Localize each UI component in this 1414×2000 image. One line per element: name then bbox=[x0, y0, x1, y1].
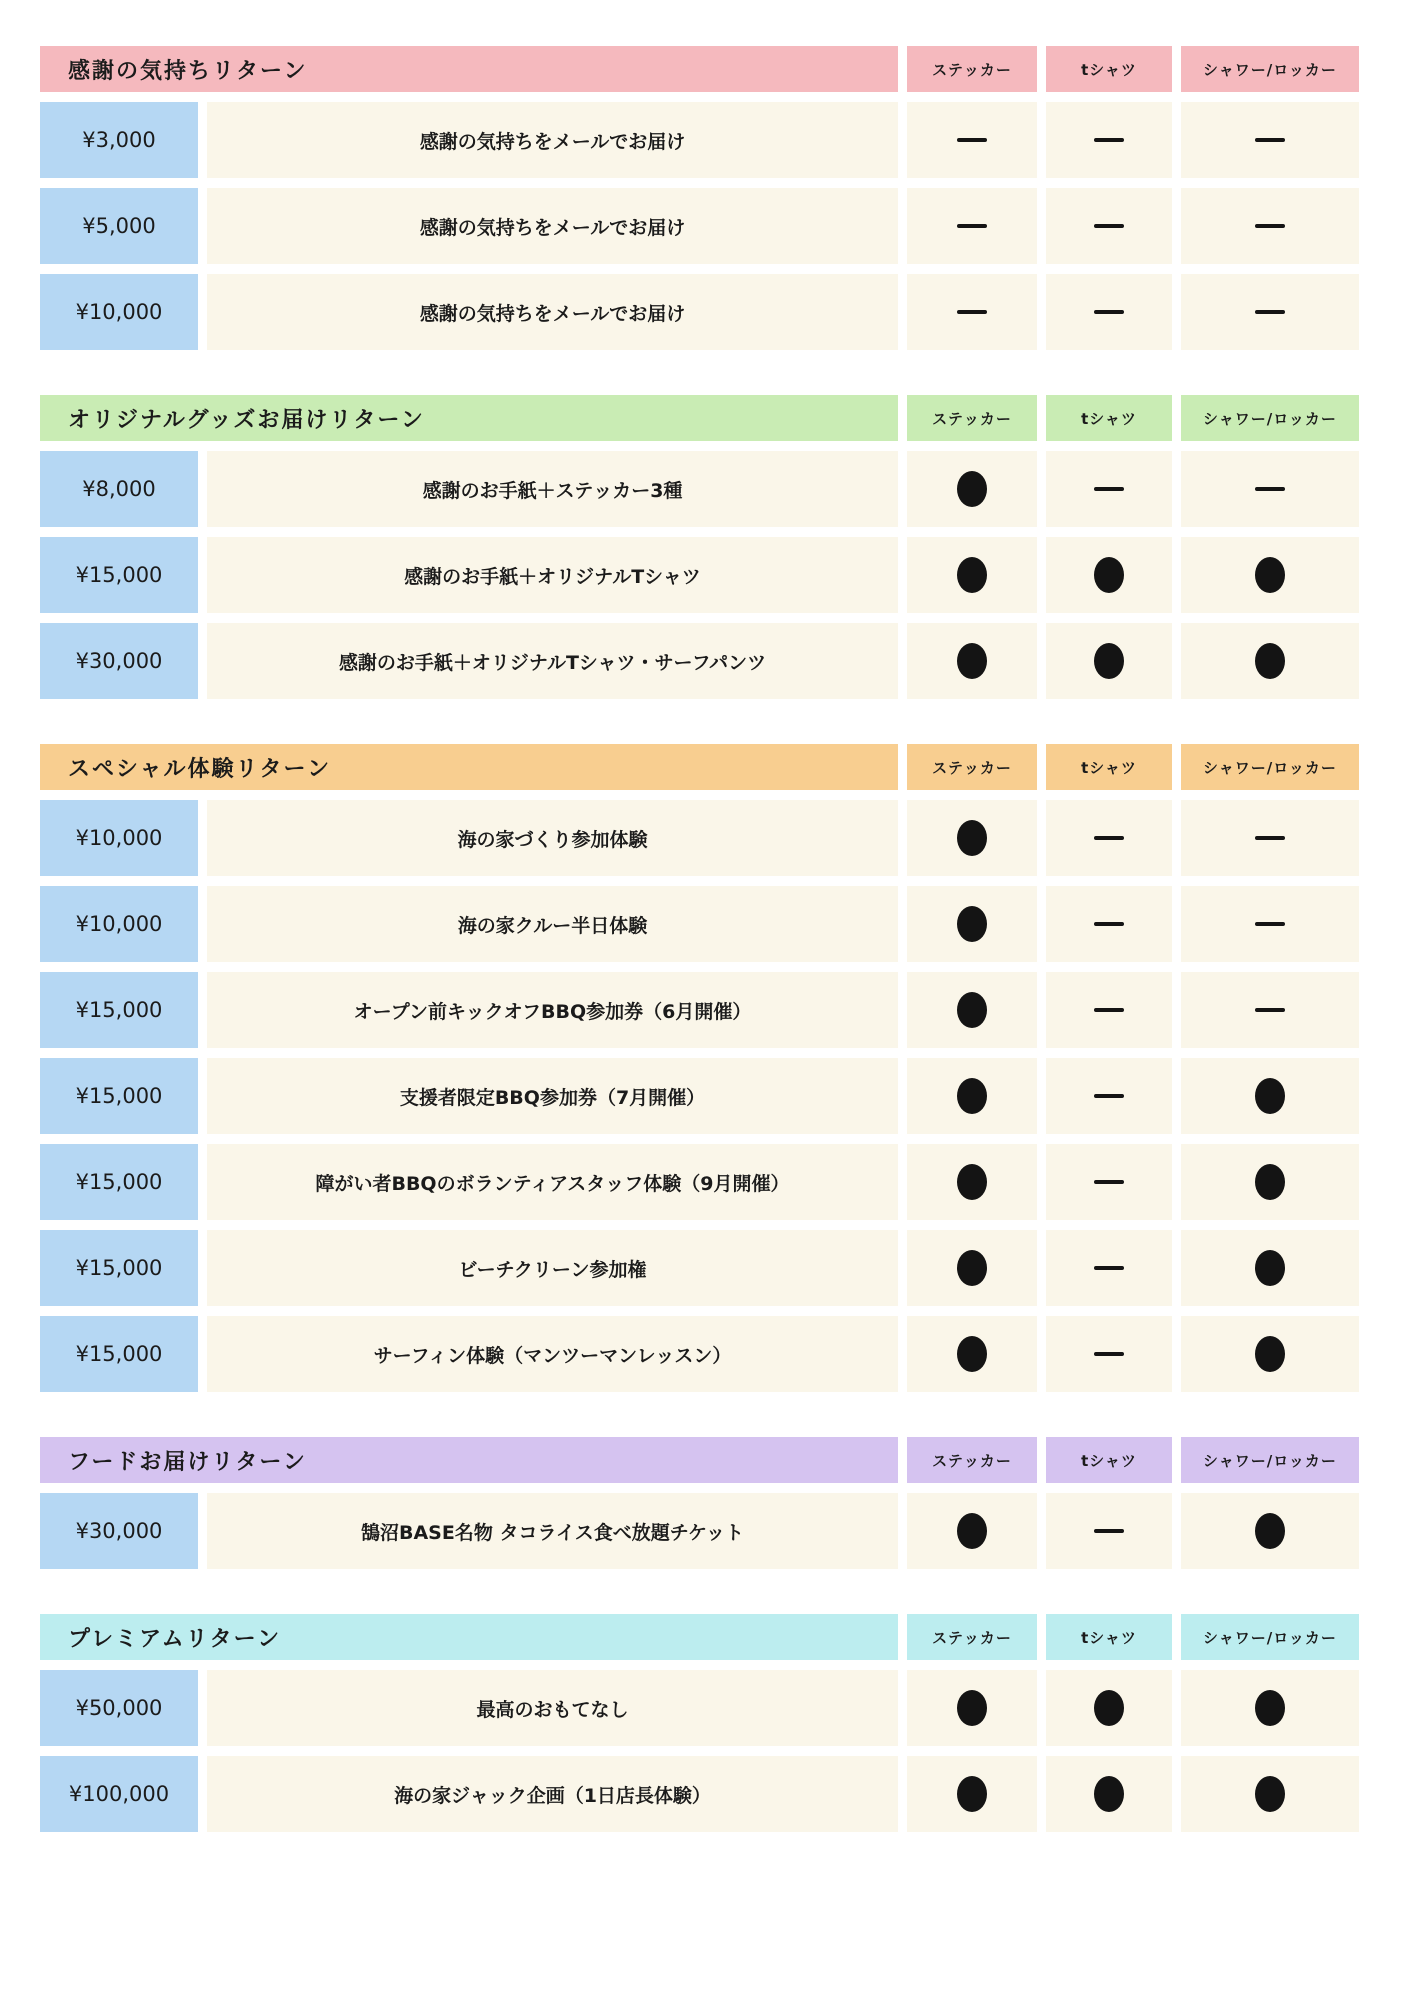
not-included-dash-icon bbox=[1094, 138, 1124, 142]
included-dot-icon bbox=[957, 1164, 987, 1200]
mark-cell-shower-locker bbox=[1181, 1493, 1359, 1569]
section-title-bar bbox=[40, 46, 898, 92]
mark-cell-sticker bbox=[907, 274, 1037, 350]
included-dot-icon bbox=[1255, 643, 1285, 679]
price-label: ¥15,000 bbox=[75, 1170, 163, 1194]
description-label: 支援者限定BBQ参加券（7月開催） bbox=[399, 1086, 706, 1109]
price-cell bbox=[40, 1493, 198, 1569]
description-label: 最高のおもてなし bbox=[476, 1698, 629, 1721]
included-dot-icon bbox=[957, 1690, 987, 1726]
description-cell bbox=[207, 1230, 898, 1306]
price-label: ¥15,000 bbox=[75, 563, 163, 587]
included-dot-icon bbox=[957, 992, 987, 1028]
not-included-dash-icon bbox=[1094, 1094, 1124, 1098]
mark-cell-sticker bbox=[907, 1493, 1037, 1569]
description-label: 海の家クルー半日体験 bbox=[457, 914, 648, 937]
description-cell bbox=[207, 1756, 898, 1832]
price-cell bbox=[40, 1756, 198, 1832]
not-included-dash-icon bbox=[1094, 836, 1124, 840]
reward-section bbox=[40, 46, 1414, 350]
included-dot-icon bbox=[1255, 1250, 1285, 1286]
not-included-dash-icon bbox=[1255, 487, 1285, 491]
mark-cell-shower-locker bbox=[1181, 1058, 1359, 1134]
description-cell bbox=[207, 972, 898, 1048]
mark-cell-sticker bbox=[907, 451, 1037, 527]
mark-cell-sticker bbox=[907, 1316, 1037, 1392]
price-cell bbox=[40, 1670, 198, 1746]
reward-section-grid bbox=[40, 395, 1359, 699]
included-dot-icon bbox=[1255, 1164, 1285, 1200]
not-included-dash-icon bbox=[1094, 224, 1124, 228]
reward-section bbox=[40, 744, 1414, 1392]
not-included-dash-icon bbox=[1094, 487, 1124, 491]
mark-cell-shower-locker bbox=[1181, 1756, 1359, 1832]
included-dot-icon bbox=[957, 1336, 987, 1372]
mark-cell-shower-locker bbox=[1181, 623, 1359, 699]
mark-cell-tshirt bbox=[1046, 886, 1172, 962]
mark-cell-shower-locker bbox=[1181, 1670, 1359, 1746]
reward-section-grid bbox=[40, 1437, 1359, 1569]
mark-cell-shower-locker bbox=[1181, 800, 1359, 876]
description-cell bbox=[207, 800, 898, 876]
not-included-dash-icon bbox=[1255, 836, 1285, 840]
price-cell bbox=[40, 972, 198, 1048]
included-dot-icon bbox=[1255, 1336, 1285, 1372]
section-title: フードお届けリターン bbox=[68, 1449, 307, 1475]
description-cell bbox=[207, 451, 898, 527]
column-header-shower-locker: シャワー/ロッカー bbox=[1181, 1437, 1359, 1483]
reward-section bbox=[40, 1614, 1414, 1832]
column-header-shower-locker: シャワー/ロッカー bbox=[1181, 1614, 1359, 1660]
mark-cell-tshirt bbox=[1046, 800, 1172, 876]
mark-cell-sticker bbox=[907, 623, 1037, 699]
mark-cell-sticker bbox=[907, 972, 1037, 1048]
mark-cell-sticker bbox=[907, 800, 1037, 876]
included-dot-icon bbox=[1255, 557, 1285, 593]
column-header-sticker: ステッカー bbox=[907, 395, 1037, 441]
column-header-sticker: ステッカー bbox=[907, 1614, 1037, 1660]
section-title: 感謝の気持ちリターン bbox=[68, 58, 308, 84]
price-cell bbox=[40, 1144, 198, 1220]
description-cell bbox=[207, 102, 898, 178]
column-header-sticker: ステッカー bbox=[907, 1437, 1037, 1483]
price-cell bbox=[40, 102, 198, 178]
price-label: ¥15,000 bbox=[75, 1084, 163, 1108]
reward-section-grid bbox=[40, 46, 1359, 350]
not-included-dash-icon bbox=[1094, 1352, 1124, 1356]
column-header-tshirt: tシャツ bbox=[1046, 1437, 1172, 1483]
price-cell bbox=[40, 886, 198, 962]
section-title-bar bbox=[40, 1614, 898, 1660]
description-cell bbox=[207, 1058, 898, 1134]
description-cell bbox=[207, 274, 898, 350]
section-title-bar bbox=[40, 395, 898, 441]
column-header-sticker: ステッカー bbox=[907, 744, 1037, 790]
not-included-dash-icon bbox=[957, 224, 987, 228]
price-label: ¥100,000 bbox=[68, 1782, 170, 1806]
price-label: ¥5,000 bbox=[82, 214, 156, 238]
price-cell bbox=[40, 1230, 198, 1306]
reward-section bbox=[40, 1437, 1414, 1569]
description-label: 海の家ジャック企画（1日店長体験） bbox=[394, 1784, 711, 1807]
price-label: ¥10,000 bbox=[75, 826, 163, 850]
description-label: 感謝のお手紙＋オリジナルTシャツ・サーフパンツ bbox=[338, 651, 767, 674]
mark-cell-shower-locker bbox=[1181, 1316, 1359, 1392]
included-dot-icon bbox=[957, 1776, 987, 1812]
price-cell bbox=[40, 1316, 198, 1392]
column-header-tshirt: tシャツ bbox=[1046, 1614, 1172, 1660]
included-dot-icon bbox=[957, 1250, 987, 1286]
column-header-sticker: ステッカー bbox=[907, 46, 1037, 92]
mark-cell-shower-locker bbox=[1181, 1144, 1359, 1220]
mark-cell-tshirt bbox=[1046, 451, 1172, 527]
reward-section-grid bbox=[40, 744, 1359, 1392]
included-dot-icon bbox=[1094, 1776, 1124, 1812]
mark-cell-tshirt bbox=[1046, 972, 1172, 1048]
column-header-shower-locker: シャワー/ロッカー bbox=[1181, 395, 1359, 441]
mark-cell-tshirt bbox=[1046, 1316, 1172, 1392]
mark-cell-sticker bbox=[907, 1756, 1037, 1832]
column-header-shower-locker: シャワー/ロッカー bbox=[1181, 744, 1359, 790]
mark-cell-sticker bbox=[907, 102, 1037, 178]
price-cell bbox=[40, 537, 198, 613]
mark-cell-tshirt bbox=[1046, 1670, 1172, 1746]
mark-cell-tshirt bbox=[1046, 1230, 1172, 1306]
included-dot-icon bbox=[1255, 1776, 1285, 1812]
price-label: ¥8,000 bbox=[82, 477, 156, 501]
included-dot-icon bbox=[1094, 643, 1124, 679]
not-included-dash-icon bbox=[1094, 1266, 1124, 1270]
mark-cell-tshirt bbox=[1046, 1756, 1172, 1832]
description-label: 感謝の気持ちをメールでお届け bbox=[419, 130, 686, 153]
mark-cell-sticker bbox=[907, 537, 1037, 613]
included-dot-icon bbox=[957, 906, 987, 942]
reward-section-grid bbox=[40, 1614, 1359, 1832]
description-cell bbox=[207, 537, 898, 613]
mark-cell-shower-locker bbox=[1181, 451, 1359, 527]
section-title: スペシャル体験リターン bbox=[68, 756, 332, 782]
price-cell bbox=[40, 274, 198, 350]
not-included-dash-icon bbox=[1255, 922, 1285, 926]
price-label: ¥30,000 bbox=[75, 649, 163, 673]
price-cell bbox=[40, 188, 198, 264]
not-included-dash-icon bbox=[1094, 310, 1124, 314]
not-included-dash-icon bbox=[957, 310, 987, 314]
description-label: サーフィン体験（マンツーマンレッスン） bbox=[373, 1344, 732, 1367]
description-label: 感謝の気持ちをメールでお届け bbox=[419, 302, 686, 325]
sections-container bbox=[40, 46, 1414, 1832]
price-label: ¥3,000 bbox=[82, 128, 156, 152]
included-dot-icon bbox=[957, 643, 987, 679]
price-label: ¥15,000 bbox=[75, 1256, 163, 1280]
price-label: ¥50,000 bbox=[75, 1696, 163, 1720]
section-title: オリジナルグッズお届けリターン bbox=[68, 407, 425, 433]
included-dot-icon bbox=[957, 471, 987, 507]
mark-cell-sticker bbox=[907, 188, 1037, 264]
not-included-dash-icon bbox=[1094, 1180, 1124, 1184]
mark-cell-sticker bbox=[907, 1144, 1037, 1220]
column-header-tshirt: tシャツ bbox=[1046, 46, 1172, 92]
included-dot-icon bbox=[1255, 1078, 1285, 1114]
mark-cell-tshirt bbox=[1046, 1493, 1172, 1569]
included-dot-icon bbox=[957, 1078, 987, 1114]
description-label: 海の家づくり参加体験 bbox=[457, 828, 648, 851]
section-title-bar bbox=[40, 1437, 898, 1483]
section-title: プレミアムリターン bbox=[68, 1626, 282, 1652]
description-label: 鵠沼BASE名物 タコライス食べ放題チケット bbox=[361, 1521, 744, 1544]
price-cell bbox=[40, 451, 198, 527]
included-dot-icon bbox=[957, 557, 987, 593]
price-label: ¥10,000 bbox=[75, 300, 163, 324]
not-included-dash-icon bbox=[957, 138, 987, 142]
mark-cell-shower-locker bbox=[1181, 537, 1359, 613]
not-included-dash-icon bbox=[1255, 224, 1285, 228]
description-cell bbox=[207, 188, 898, 264]
price-cell bbox=[40, 800, 198, 876]
included-dot-icon bbox=[957, 1513, 987, 1549]
description-label: 感謝のお手紙＋ステッカー3種 bbox=[422, 479, 683, 502]
mark-cell-sticker bbox=[907, 1230, 1037, 1306]
price-label: ¥15,000 bbox=[75, 1342, 163, 1366]
included-dot-icon bbox=[1255, 1690, 1285, 1726]
mark-cell-tshirt bbox=[1046, 102, 1172, 178]
mark-cell-sticker bbox=[907, 1058, 1037, 1134]
description-cell bbox=[207, 886, 898, 962]
description-label: ビーチクリーン参加権 bbox=[458, 1258, 647, 1281]
mark-cell-shower-locker bbox=[1181, 886, 1359, 962]
description-label: 障がい者BBQのボランティアスタッフ体験（9月開催） bbox=[315, 1172, 790, 1195]
section-title-bar bbox=[40, 744, 898, 790]
price-cell bbox=[40, 1058, 198, 1134]
mark-cell-tshirt bbox=[1046, 537, 1172, 613]
price-label: ¥10,000 bbox=[75, 912, 163, 936]
reward-section bbox=[40, 395, 1414, 699]
not-included-dash-icon bbox=[1094, 922, 1124, 926]
not-included-dash-icon bbox=[1255, 1008, 1285, 1012]
description-cell bbox=[207, 1316, 898, 1392]
included-dot-icon bbox=[957, 820, 987, 856]
mark-cell-shower-locker bbox=[1181, 274, 1359, 350]
not-included-dash-icon bbox=[1255, 310, 1285, 314]
column-header-tshirt: tシャツ bbox=[1046, 395, 1172, 441]
description-cell bbox=[207, 1144, 898, 1220]
included-dot-icon bbox=[1094, 557, 1124, 593]
not-included-dash-icon bbox=[1094, 1529, 1124, 1533]
description-cell bbox=[207, 1493, 898, 1569]
column-header-shower-locker: シャワー/ロッカー bbox=[1181, 46, 1359, 92]
not-included-dash-icon bbox=[1094, 1008, 1124, 1012]
mark-cell-tshirt bbox=[1046, 274, 1172, 350]
price-cell bbox=[40, 623, 198, 699]
description-label: 感謝の気持ちをメールでお届け bbox=[419, 216, 686, 239]
mark-cell-sticker bbox=[907, 886, 1037, 962]
mark-cell-tshirt bbox=[1046, 1058, 1172, 1134]
mark-cell-shower-locker bbox=[1181, 1230, 1359, 1306]
mark-cell-shower-locker bbox=[1181, 188, 1359, 264]
included-dot-icon bbox=[1094, 1690, 1124, 1726]
column-header-tshirt: tシャツ bbox=[1046, 744, 1172, 790]
price-label: ¥30,000 bbox=[75, 1519, 163, 1543]
description-cell bbox=[207, 623, 898, 699]
mark-cell-tshirt bbox=[1046, 1144, 1172, 1220]
mark-cell-tshirt bbox=[1046, 188, 1172, 264]
included-dot-icon bbox=[1255, 1513, 1285, 1549]
description-label: オープン前キックオフBBQ参加券（6月開催） bbox=[353, 1000, 752, 1023]
description-label: 感謝のお手紙＋オリジナルTシャツ bbox=[404, 565, 701, 588]
mark-cell-sticker bbox=[907, 1670, 1037, 1746]
mark-cell-tshirt bbox=[1046, 623, 1172, 699]
description-cell bbox=[207, 1670, 898, 1746]
mark-cell-shower-locker bbox=[1181, 972, 1359, 1048]
price-label: ¥15,000 bbox=[75, 998, 163, 1022]
mark-cell-shower-locker bbox=[1181, 102, 1359, 178]
not-included-dash-icon bbox=[1255, 138, 1285, 142]
